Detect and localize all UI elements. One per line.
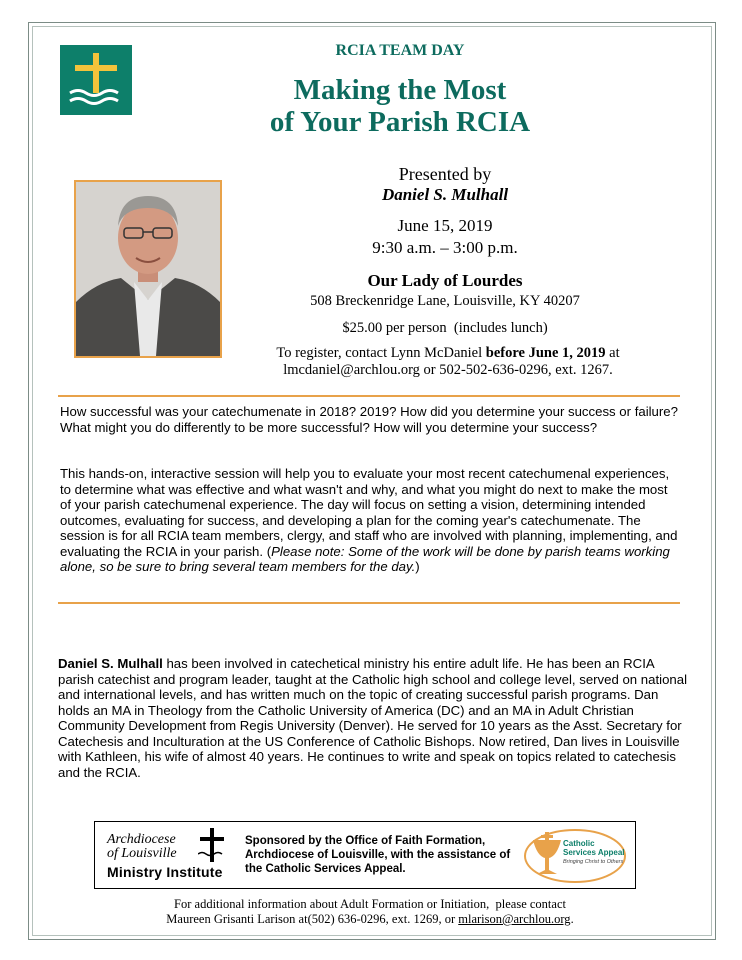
description-para-1: How successful was your catechumenate in 2018? 2019? How did you determine your success or failure? What might you do differently to be more successful? How will you determine your success? (60, 404, 678, 435)
cross-icon (60, 45, 132, 115)
event-date: June 15, 2019 (397, 216, 493, 235)
sponsor-box (94, 821, 636, 889)
title-line-2: of Your Parish RCIA (269, 106, 531, 138)
sponsor-text: Sponsored by the Office of Faith Formation, Archdiocese of Louisville, with the assistance of the Catholic Services Appeal. (245, 835, 511, 875)
csa-name-line-1: Catholic (563, 839, 595, 848)
event-price: $25.00 per person (includes lunch) (342, 320, 548, 336)
mi-logo-line-2: of Louisville (107, 846, 177, 861)
bio-name: Daniel S. Mulhall (58, 656, 163, 671)
presenter-name: Daniel S. Mulhall (381, 185, 509, 204)
mi-logo-line-3: Ministry Institute (107, 864, 223, 880)
venue-name: Our Lady of Lourdes (367, 271, 523, 290)
ministry-institute-logo (99, 826, 239, 884)
description-para-2 (60, 466, 680, 575)
footer-end: . (570, 912, 574, 926)
presenter-photo (74, 180, 222, 358)
title-line-1: Making the Most (293, 74, 507, 106)
venue-address: 508 Breckenridge Lane, Louisville, KY 40207 (310, 293, 580, 309)
description-body: This hands-on, interactive session will help you to evaluate your most recent catechumenal experiences, to determine what was effective and what wasn't and why, and what you might do next to make the most of your parish catechumenal experience. The day will focus on setting a vision, determining intended outcomes, evaluating for success, and developing a plan for the coming year's catechumenate. The session is for all RCIA team members, clergy, and staff who are involved with planning, implementing, and evaluating the RCIA in your parish. ( (60, 466, 678, 559)
event-tag: RCIA TEAM DAY (335, 42, 465, 59)
footer-line-1: For additional information about Adult Formation or Initiation, please contact (174, 897, 566, 911)
register-suffix: at (605, 345, 620, 361)
divider-bottom (58, 602, 680, 604)
register-prefix: To register, contact Lynn McDaniel (276, 345, 486, 361)
cross-icon (198, 828, 226, 862)
bio-text: has been involved in catechetical ministry his entire adult life. He has been an RCIA parish catechist and program leader, taught at the Catholic high school and college level, served on national and international levels, and has written much on the topic of creating successful parish programs. Dan holds an MA in Theology from the Catholic University of America (DC) and an MA in Adult Christian Community Development from Regis University (Denver). He served for 10 years as the Asst. Secretary for Catechesis and Inculturation at the US Conference of Catholic Bishops. Now retired, Dan lives in Louisville with Kathleen, his wife of almost 40 years. He continues to write and speak on topics related to catechesis and the RCIA. (58, 656, 688, 780)
description-end: ) (415, 559, 420, 574)
csa-name-line-2: Services Appeal (563, 848, 625, 857)
footer-contact: Maureen Grisanti Larison at(502) 636-0296, ext. 1269, or (166, 912, 459, 926)
description-block (60, 404, 680, 435)
person-portrait-icon (76, 182, 220, 356)
footer-line-2 (40, 912, 700, 927)
register-deadline: before June 1, 2019 (485, 345, 606, 361)
catholic-services-appeal-logo (523, 828, 627, 884)
register-contact: lmcdaniel@archlou.org or 502-502-636-0296, ext. 1267. (283, 362, 613, 378)
presented-by-label: Presented by (398, 164, 492, 184)
description-block-2 (60, 466, 680, 575)
divider-top (58, 395, 680, 397)
page-title (150, 74, 650, 138)
event-time: 9:30 a.m. – 3:00 p.m. (372, 238, 518, 257)
mi-logo-line-1: Archdiocese (107, 832, 176, 847)
presenter-bio (58, 656, 688, 780)
footer-email-link[interactable]: mlarison@archlou.org (458, 912, 571, 926)
cross-logo (60, 45, 132, 115)
description-note: Please note: Some of the work will be done by parish teams working alone, so be sure to bring several team members for the day. (60, 543, 670, 574)
csa-tagline: Bringing Christ to Others (563, 859, 624, 865)
